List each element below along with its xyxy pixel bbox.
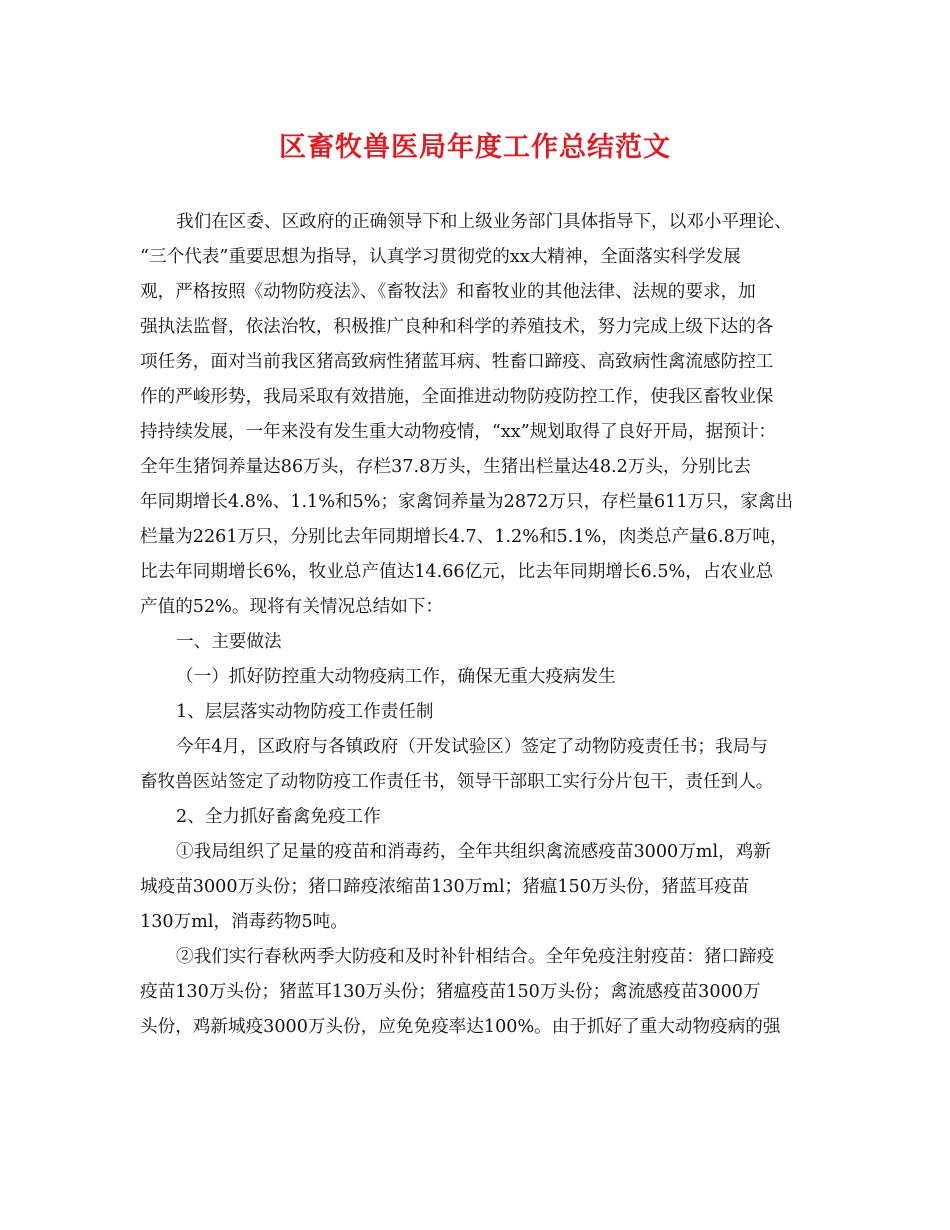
- item-heading: 1、层层落实动物防疫工作责任制: [176, 702, 434, 722]
- section-heading: 一、主要做法: [176, 632, 282, 652]
- body-line: 持持续发展，一年来没有发生重大动物疫情，“xx”规划取得了良好开局，据预计：: [140, 422, 777, 442]
- body-line: 疫苗130万头份；猪蓝耳130万头份；猪瘟疫苗150万头份；禽流感疫苗3000万: [140, 982, 761, 1002]
- subsection-heading: （一）抓好防控重大动物疫病工作，确保无重大疫病发生: [176, 667, 616, 687]
- body-line: 强执法监督，依法治牧，积极推广良种和科学的养殖技术，努力完成上级下达的各: [140, 317, 774, 337]
- body-line: 畜牧兽医站签定了动物防疫工作责任书，领导干部职工实行分片包干，责任到人。: [140, 772, 774, 792]
- body-line: 比去年同期增长6%，牧业总产值达14.66亿元，比去年同期增长6.5%，占农业总: [140, 562, 774, 582]
- body-line: 130万ml，消毒药物5吨。: [140, 912, 348, 932]
- body-line: 作的严峻形势，我局采取有效措施，全面推进动物防疫防控工作，使我区畜牧业保: [140, 387, 774, 407]
- body-line: 全年生猪饲养量达86万头，存栏37.8万头，生猪出栏量达48.2万头，分别比去: [140, 457, 751, 477]
- body-line: 产值的52%。现将有关情况总结如下：: [140, 597, 444, 617]
- body-line: 头份，鸡新城疫3000万头份，应免免疫率达100%。由于抓好了重大动物疫病的强: [140, 1017, 781, 1037]
- body-line: 项任务，面对当前我区猪高致病性猪蓝耳病、牲畜口蹄疫、高致病性禽流感防控工: [140, 352, 774, 372]
- body-line: 我们在区委、区政府的正确领导下和上级业务部门具体指导下，以邓小平理论、: [176, 212, 792, 232]
- body-line: 今年4月，区政府与各镇政府（开发试验区）签定了动物防疫责任书；我局与: [176, 737, 768, 757]
- body-line: 城疫苗3000万头份；猪口蹄疫浓缩苗130万ml；猪瘟150万头份，猪蓝耳疫苗: [140, 877, 750, 897]
- item-heading: 2、全力抓好畜禽免疫工作: [176, 807, 381, 827]
- body-line: 年同期增长4.8%、1.1%和5%；家禽饲养量为2872万只，存栏量611万只，家禽出: [140, 492, 794, 512]
- body-line: ①我局组织了足量的疫苗和消毒药，全年共组织禽流感疫苗3000万ml，鸡新: [176, 842, 771, 862]
- body-line: 栏量为2261万只，分别比去年同期增长4.7、1.2%和5.1%，肉类总产量6.8万吨，: [140, 527, 788, 547]
- body-line: ②我们实行春秋两季大防疫和及时补针相结合。全年免疫注射疫苗：猪口蹄疫: [176, 947, 775, 967]
- body-line: “三个代表”重要思想为指导，认真学习贯彻党的xx大精神，全面落实科学发展: [140, 247, 741, 267]
- body-line: 观，严格按照《动物防疫法》、《畜牧法》和畜牧业的其他法律、法规的要求，加: [140, 282, 756, 302]
- document-title: 区畜牧兽医局年度工作总结范文: [279, 132, 671, 163]
